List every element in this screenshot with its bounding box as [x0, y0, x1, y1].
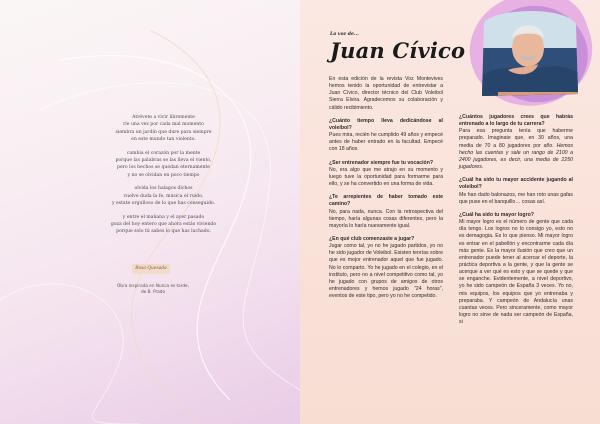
qa-block [329, 160, 443, 189]
answer-italic: Hemos hecho las cuentas y sale un rango de 2100 a 2400 jugadores, es decir, una media de 2250 jugadores. [459, 142, 573, 171]
qa-block [459, 212, 573, 327]
qa-block [329, 194, 443, 230]
poem-line: y estate orgulloso de lo que has conseguido. [111, 200, 216, 206]
poem-stanza [96, 150, 231, 179]
question: ¿Cuál ha sido tu mayor logro? [459, 211, 534, 218]
poem-line: en este mundo tan violento. [131, 136, 196, 142]
poem-line: porque las palabras se las lleva el viento, [115, 157, 212, 163]
qa-block [329, 236, 443, 300]
interviewee-name: Juan Cívico [330, 38, 466, 63]
answer: Mi mayor logro es el número de gente que cada día tengo. Los logros no lo consigo yo, esto no es demagogia. Es lo que pienso. Mi mayor logro es entrar en el pabellón y encontrarme cada día más gente. Es la mayor ilusión que creo que un entrenador puede tener al acercar el deporte, la práctica deportiva a la gente, y que la gente se acerque a ver qué es esto y que se quede y que se enganche. Evidentemente, a nivel deportivo, yo he sido campeón de España 3 veces. Yo no, mis equipos, los equipos que yo entrenaba y preparaba. Y campeón de Andalucía unas cuantas veces. Pero sinceramente, como mayor logro no sirve de nada ser campeón de España, si [459, 219, 573, 326]
poem-stanza [96, 114, 231, 143]
poem-line: porque solo tú sabes lo que has luchado. [116, 229, 211, 235]
answer: Para esa pregunta tenía que haberme preparado. Imaginate que, en 30 años, una media de 70 a 80 jugadores por año. [459, 128, 573, 149]
poem-line: siembra un jardín que dure para siempre [115, 129, 212, 135]
question: ¿Te arrepientes de haber tomado este camino? [329, 194, 443, 208]
poem-line: ríe una vez por cada mal momento [123, 122, 204, 128]
poem-stanza [96, 185, 231, 207]
article-column-1 [329, 76, 443, 306]
answer: En esta edición de la revista Voz Montevives hemos tenido la oportunidad de entrevistar a Juan Cívico, director técnico del Club Voleibol Sierra Elvira. Agradecemos su colaboración y cálido recibimiento. [329, 76, 443, 111]
article-column-2 [459, 114, 573, 332]
poem-line: olvida los halagos dichos [134, 186, 193, 192]
poem-line: vuelve duda la fe, música el ruido, [123, 193, 204, 199]
poem-line: y entre el mañana y el ayer pasado [122, 214, 205, 220]
question: ¿En qué club comenzaste a jugar? [329, 235, 415, 242]
qa-block [459, 114, 573, 171]
right-page [300, 0, 600, 424]
answer: Jugar como tal, yo no he jugado partidos, yo no he sido jugador de Voleibol. Existen teorías sobre que es mejor entrenador aquel que fue jugado. No lo comparto. Yo he jugado en el colegio, en el instituto, pero no a nivel competitivo como tal, yo he jugado con grupos de amigos de otros entrenadores y hemos jugado "24 horas", eventos de este tipo, pero yo no he competido. [329, 243, 443, 300]
qa-block [329, 76, 443, 112]
poem-line: Atrévete a vivir libremente [132, 115, 195, 120]
poem-credit: Obra inspirada en Nunca es tarde, de B. Prado [117, 283, 189, 295]
question: ¿Ser entrenador siempre fue tu vocación? [329, 159, 434, 166]
answer: Me han dado balonazos, me han roto unas gafas que puse en el banquillo… cosas así. [459, 191, 573, 205]
answer: Pues mira, recién he cumplido 49 años y empecé antes de haber entrado en la facultad. Empecé con 18 años. [329, 132, 443, 153]
answer: No, para nada, nunca. Con la retrospectiva del tiempo, haría algunas cosas diferentes, pero la mayoría lo haría nuevamente igual. [329, 208, 443, 229]
question: ¿Cuál ha sido tu mayor accidente jugando al voleibol? [459, 177, 573, 191]
poem-line: cambia el corazón por la mente [126, 150, 201, 156]
signature-badge: Rosa Quesada [132, 264, 170, 274]
question: ¿Cuántos jugadores crees que habrás entrenado a lo largo de tu carrera? [459, 114, 573, 128]
question: ¿Cuánto tiempo lleva dedicándose al voleibol? [329, 117, 443, 131]
qa-block [329, 118, 443, 154]
poem [96, 114, 231, 242]
section-kicker: La voz de... [330, 32, 359, 37]
poem-line: goza del hoy entero que ahora estás viviendo [110, 222, 217, 228]
poem-stanza [96, 214, 231, 236]
poem-line: y no se olvidan en poco tiempo [127, 172, 200, 178]
qa-block [459, 177, 573, 206]
answer: No, era algo que me atrajo en su momento y luego tuve la oportunidad para formarme para ello, y se ha convertido en una forma de vida. [329, 166, 443, 188]
portrait-photo [478, 8, 580, 100]
poem-line: pero los hechos se quedan eternamente [117, 165, 210, 171]
